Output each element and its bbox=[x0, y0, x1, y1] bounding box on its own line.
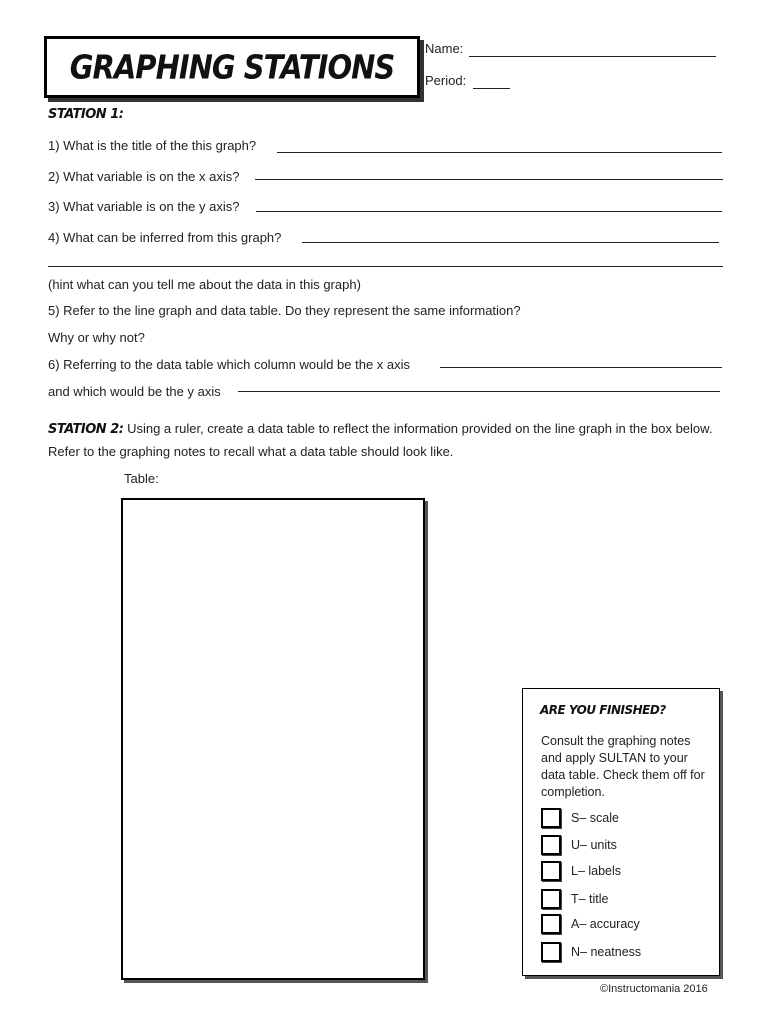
name-label: Name: bbox=[425, 41, 464, 56]
answer-line-4b[interactable] bbox=[48, 266, 723, 267]
checkbox-title[interactable] bbox=[541, 889, 561, 909]
question-5b: Why or why not? bbox=[48, 330, 145, 345]
answer-line-6a[interactable] bbox=[440, 367, 722, 368]
checklist-label-accuracy: A– accuracy bbox=[571, 917, 640, 931]
answer-line-4[interactable] bbox=[302, 242, 719, 243]
answer-line-6b[interactable] bbox=[238, 391, 720, 392]
page-title: GRAPHING STATIONS bbox=[69, 47, 395, 87]
data-table-box[interactable] bbox=[121, 498, 425, 980]
checklist-label-labels: L– labels bbox=[571, 864, 622, 878]
question-5: 5) Refer to the line graph and data table. Do they represent the same information? bbox=[48, 303, 521, 318]
finished-description: Consult the graphing notes and apply SULTAN to your data table. Check them off for completion. bbox=[541, 734, 705, 799]
hint-text: (hint what can you tell me about the data in this graph) bbox=[48, 277, 361, 292]
checkbox-labels[interactable] bbox=[541, 861, 561, 881]
period-label: Period: bbox=[425, 73, 467, 88]
station2-block bbox=[48, 418, 718, 463]
answer-line-2[interactable] bbox=[255, 179, 723, 180]
checkbox-units[interactable] bbox=[541, 835, 561, 855]
station2-instructions: Using a ruler, create a data table to reflect the information provided on the line graph in the box below. Refer to the graphing notes to recall what a data table should look like. bbox=[48, 421, 713, 459]
checklist-label-title: T– title bbox=[571, 892, 609, 906]
station1-heading: STATION 1: bbox=[48, 107, 124, 122]
checkbox-neatness[interactable] bbox=[541, 942, 561, 962]
checklist-label-neatness: N– neatness bbox=[571, 945, 642, 959]
table-label: Table: bbox=[124, 471, 159, 486]
period-field[interactable] bbox=[473, 88, 510, 89]
question-4: 4) What can be inferred from this graph? bbox=[48, 230, 282, 245]
answer-line-3[interactable] bbox=[256, 211, 722, 212]
question-1: 1) What is the title of the this graph? bbox=[48, 138, 257, 153]
copyright-footer: ©Instructomania 2016 bbox=[600, 983, 708, 995]
question-6: 6) Referring to the data table which column would be the x axis bbox=[48, 357, 411, 372]
name-field[interactable] bbox=[469, 56, 716, 57]
question-6b: and which would be the y axis bbox=[48, 384, 221, 399]
question-3: 3) What variable is on the y axis? bbox=[48, 199, 240, 214]
finished-title: ARE YOU FINISHED? bbox=[540, 703, 666, 717]
checkbox-accuracy[interactable] bbox=[541, 914, 561, 934]
checklist-label-scale: S– scale bbox=[571, 811, 619, 825]
question-2: 2) What variable is on the x axis? bbox=[48, 169, 240, 184]
checklist-label-units: U– units bbox=[571, 838, 617, 852]
station2-heading: STATION 2: bbox=[48, 422, 124, 437]
answer-line-1[interactable] bbox=[277, 152, 722, 153]
checkbox-scale[interactable] bbox=[541, 808, 561, 828]
title-box bbox=[44, 36, 420, 98]
